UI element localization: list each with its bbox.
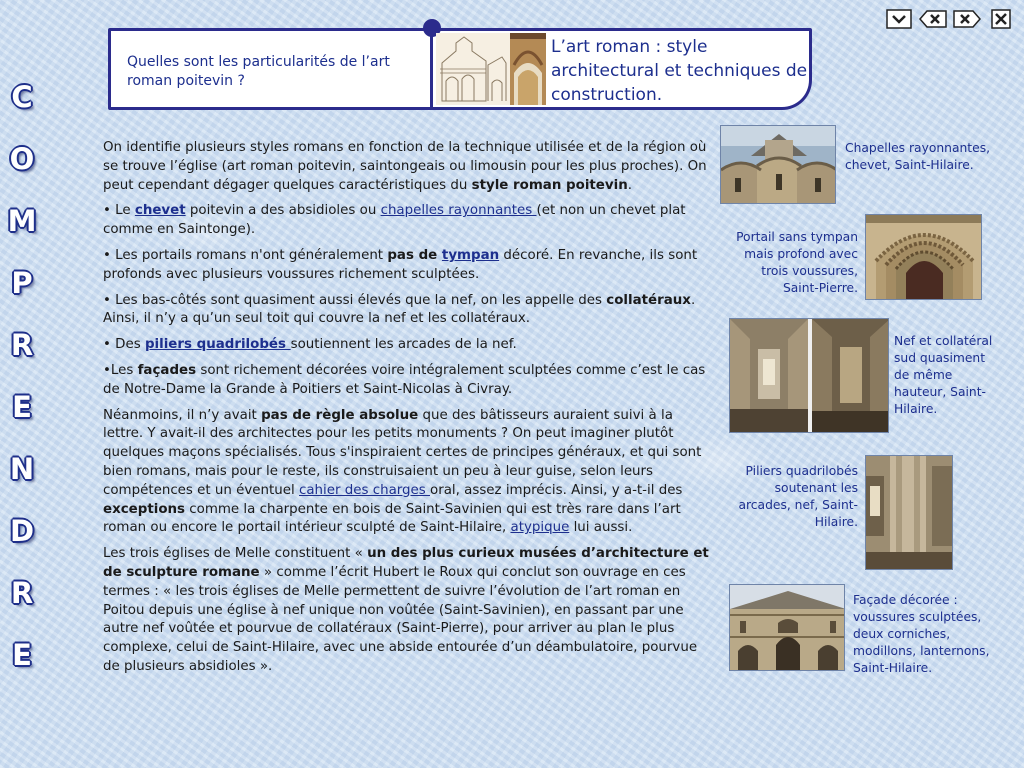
facade-photo	[729, 584, 845, 671]
vertical-title	[6, 80, 38, 700]
text: soutiennent les arcades de la nef.	[290, 337, 517, 353]
nef-caption: Nef et collatéral sud quasiment de même hauteur, Saint-Hilaire.	[894, 334, 993, 416]
bold-text: un des plus curieux musées d’architecture et de sculpture romane	[103, 546, 709, 580]
bold-text: exceptions	[103, 501, 186, 517]
portail-photo	[865, 214, 982, 300]
text: (et non un chevet plat comme en Saintonge).	[103, 203, 686, 238]
chapelles-caption: Chapelles rayonnantes, chevet, Saint-Hilaire.	[845, 141, 991, 172]
text: sont richement décorées voire intégralement sculptées comme c’est le cas de Notre-Dame la Grande à Poitiers et Saint-Nicolas à Civray.	[103, 362, 706, 397]
title-letter: P	[11, 266, 33, 300]
title-letter: C	[11, 80, 33, 114]
main-text	[103, 139, 715, 684]
next-icon[interactable]	[952, 8, 982, 30]
title-letter: R	[10, 328, 34, 362]
home-icon[interactable]	[884, 8, 914, 30]
text: . Ainsi, il n’y a qu’un seul toit qui couvre la nef et les collatéraux.	[103, 292, 696, 327]
text: •Les	[103, 362, 138, 378]
text: • Les bas-côtés sont quasiment aussi élevés que la nef, on les appelle des	[103, 292, 607, 308]
arches-photo-image	[510, 33, 546, 105]
bold-text: façades	[137, 362, 197, 378]
text: .	[627, 177, 633, 193]
text: • Le	[103, 203, 135, 219]
bold-text: collatéraux	[606, 292, 691, 308]
title-letter: O	[9, 142, 35, 176]
facade-drawing-image	[436, 33, 510, 105]
facade-caption: Façade décorée : voussures sculptées, deux corniches, modillons, lanternons, Saint-Hilaire.	[853, 593, 990, 675]
paragraph-intro	[103, 139, 715, 195]
piliers-photo	[865, 455, 953, 570]
paragraph-piliers	[103, 336, 715, 355]
close-icon[interactable]	[986, 8, 1016, 30]
link-tympan[interactable]: tympan	[441, 247, 500, 263]
paragraph-facades	[103, 362, 715, 400]
chapelles-photo	[720, 125, 836, 204]
text: lui aussi.	[569, 520, 633, 536]
link-chevet[interactable]: chevet	[134, 203, 186, 219]
header-banner	[108, 28, 812, 110]
piliers-caption: Piliers quadrilobés soutenant les arcades, nef, Saint-Hilaire.	[738, 464, 858, 529]
bold-text: style roman poitevin	[471, 177, 628, 193]
text: • Des	[103, 337, 145, 353]
banner-illustration	[436, 33, 546, 105]
text: poitevin a des absidioles ou	[185, 203, 381, 219]
paragraph-melle	[103, 545, 715, 677]
paragraph-regle	[103, 407, 715, 539]
link-cahier-des-charges[interactable]: cahier des charges	[298, 482, 431, 498]
previous-icon[interactable]	[918, 8, 948, 30]
portail-caption: Portail sans tympan mais profond avec trois voussures, Saint-Pierre.	[736, 230, 858, 295]
text: » comme l’écrit Hubert le Roux qui conclut son ouvrage en ces termes : « les trois églises de Melle permettent de suivre l’évolution de l’art roman en Poitou depuis une église à nef unique non voûtée (Saint-Savinien), en passant par une autre nef voûtée et pourvue de collatéraux (Saint-Pierre), pour arriver au plan le plus complexe, celui de Saint-Hilaire, avec une abside entourée d’un déambulatoire, pourvue de plusieurs absidioles ».	[103, 564, 698, 674]
paragraph-chevet	[103, 202, 715, 240]
link-piliers-quadrilobes[interactable]: piliers quadrilobés	[144, 337, 291, 353]
subject-title: L’art roman : style architectural et techniques de construction.	[551, 37, 808, 105]
link-atypique[interactable]: atypique	[510, 520, 570, 536]
link-chapelles-rayonnantes[interactable]: chapelles rayonnantes	[380, 203, 537, 219]
paragraph-collateraux	[103, 292, 715, 330]
text: comme la charpente en bois de Saint-Savinien qui est très rare dans l’art roman ou encore le portail intérieur sculpté de Saint-Hilaire,	[103, 501, 681, 536]
title-letter: N	[9, 452, 35, 486]
title-letter: E	[12, 638, 32, 672]
text: • Les portails romans n'ont généralement	[103, 247, 388, 263]
nef-photo	[729, 318, 889, 433]
text: décoré. En revanche, ils sont profonds avec plusieurs voussures richement sculptées.	[103, 247, 698, 282]
text: Les trois églises de Melle constituent «	[103, 546, 368, 562]
text: On identifie plusieurs styles romans en fonction de la technique utilisée et de la région où se trouve l’église (art roman poitevin, saintongeais ou limousin pour les plus proches). On peut cependant dégager quelques caractéristiques du	[103, 140, 707, 193]
bold-text: pas de règle absolue	[261, 407, 419, 423]
text: que des bâtisseurs auraient suivi à la lettre. Y avait-il des architectes pour les petits monuments ? On peut imaginer plutôt quelques maçons spécialisés. Tous s'inspiraient certes de principes généraux, et qui sont bien romans, mais pour le reste, ils construisaient un peu à leur guise, selon leurs compétences et un éventuel	[103, 407, 702, 498]
question-text: Quelles sont les particularités de l’art roman poitevin ?	[111, 31, 433, 107]
title-letter: E	[12, 390, 32, 424]
text: Néanmoins, il n’y avait	[103, 407, 262, 423]
paragraph-portails	[103, 247, 715, 285]
text: oral, assez imprécis. Ainsi, y a-t-il des	[430, 482, 683, 498]
title-letter: M	[7, 204, 37, 238]
title-letter: D	[9, 514, 35, 548]
title-letter: R	[10, 576, 34, 610]
bold-text: pas de	[387, 247, 442, 263]
navigation-bar	[884, 8, 1016, 30]
